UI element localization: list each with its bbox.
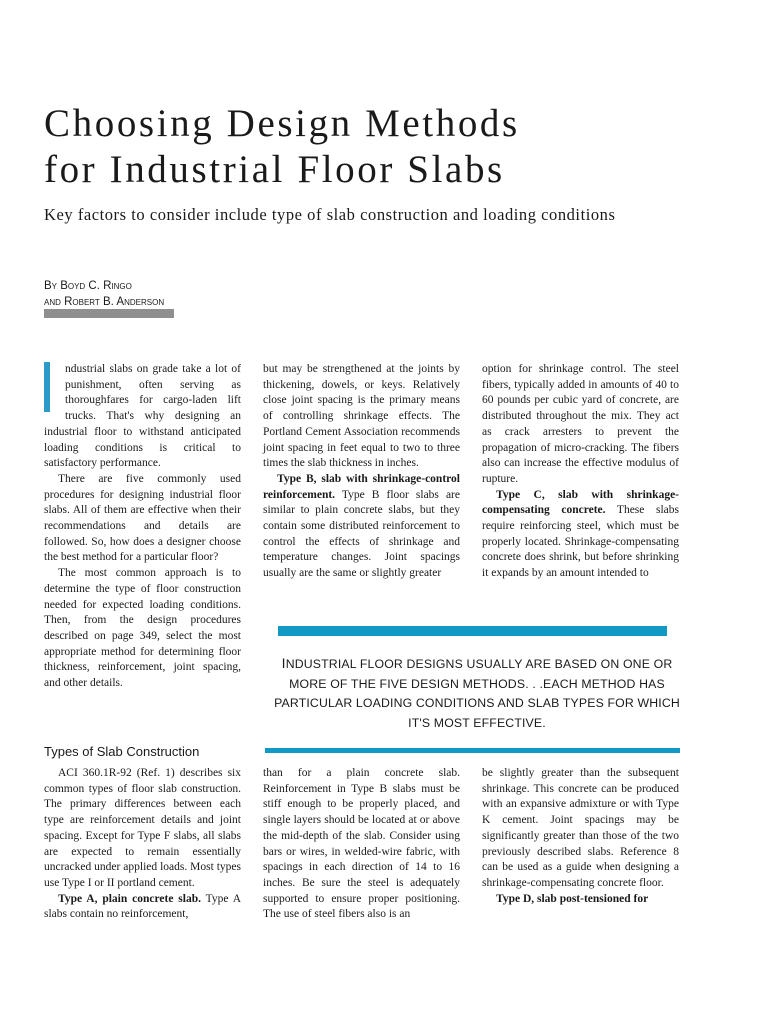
byline-author-1: By Boyd C. Ringo <box>44 280 132 292</box>
column-2-lower <box>263 766 460 923</box>
intro-paragraph-block <box>44 362 241 472</box>
paragraph: The most common approach is to determine the type of floor construction needed for expected loading conditions. Then, from the design procedures described on page 349, select the most appropriate method for determining floor thickness, reinforcement, joint spacing, and other details. <box>44 567 241 690</box>
section-heading: Types of Slab Construction <box>44 744 200 759</box>
column-3-upper <box>482 362 679 582</box>
paragraph: be slightly greater than the subsequent shrinkage. This concrete can be produced with an expansive admixture or with Type K cement. Joint spacings may be significantly greater than those of the two previously described slabs. Reference 8 can be used as a guide when designing a shrinkage-compensating concrete floor. <box>482 767 679 889</box>
byline-author-2: and Robert B. Anderson <box>44 296 165 308</box>
column-1-lower <box>44 744 241 923</box>
paragraph-type-a <box>44 892 241 923</box>
pull-quote <box>262 654 692 733</box>
paragraph: than for a plain concrete slab. Reinforcement in Type B slabs must be stiff enough to be properly placed, and single layers should be located at or above the mid-depth of the slab. Consider using bars or wires, in welded-wire fabric, with spacings in each direction of 14 to 16 inches. Be sure the steel is adequately supported to ensure proper positioning. The use of steel fibers also is an <box>263 767 460 921</box>
type-b-heading: Type B, slab with shrinkage-control reinforcement. <box>263 472 460 501</box>
column-1-upper <box>44 362 241 692</box>
type-c-heading: Type C, slab with shrinkage-compensating concrete. <box>482 488 679 517</box>
article-title-line-2: for Industrial Floor Slabs <box>44 148 505 191</box>
type-c-text: These slabs require reinforcing steel, which must be properly located. Shrinkage-compensating concrete does shrink, but before shrinking it expands by an amount intended to <box>482 504 679 580</box>
column-3-lower <box>482 766 679 907</box>
intro-paragraph: ndustrial slabs on grade take a lot of punishment, often serving as thoroughfares for cargo-laden lift trucks. That's why designing an industrial floor to withstand anticipated loading conditions is critical to satisfactory performance. <box>44 363 241 470</box>
paragraph: but may be strengthened at the joints by thickening, dowels, or keys. Relatively close joint spacing is the primary means of controlling shrinkage effects. The Portland Cement Association recommends joint spacing in feet equal to two to three times the slab thickness in inches. <box>263 363 460 470</box>
pull-quote-text: NDUSTRIAL FLOOR DESIGNS USUALLY ARE BASED ON ONE OR MORE OF THE FIVE DESIGN METHODS. . .EACH METHOD HAS PARTICULAR LOADING CONDITIONS AND SLAB TYPES FOR WHICH IT'S MOST EFFECTIVE. <box>274 657 680 730</box>
paragraph: option for shrinkage control. The steel fibers, typically added in amounts of 40 to 60 pounds per cubic yard of concrete, are distributed throughout the mix. They act as crack arresters to prevent the propagation of micro-cracking. The fibers also can increase the effective modulus of rupture. <box>482 363 679 485</box>
drop-cap-i <box>44 362 50 412</box>
pull-quote-initial: I <box>281 655 286 671</box>
type-a-text: Type A slabs contain no reinforcement, <box>44 892 241 921</box>
type-a-heading: Type A, plain concrete slab. <box>58 892 201 905</box>
article-subtitle: Key factors to consider include type of slab construction and loading conditions <box>44 205 616 224</box>
paragraph-type-c <box>482 488 679 582</box>
type-b-text: Type B floor slabs are similar to plain concrete slabs, but they contain some distributed reinforcement to control the effects of shrinkage and temperature changes. Joint spacings usually are the same or slightly greater <box>263 488 460 580</box>
paragraph: There are five commonly used procedures for designing industrial floor slabs. All of them are effective when their recommendations and details are followed. So, how does a designer choose the best method for a particular floor? <box>44 472 241 564</box>
type-d-heading: Type D, slab post-tensioned for <box>496 892 649 905</box>
paragraph: ACI 360.1R-92 (Ref. 1) describes six common types of floor slab construction. The primary differences between each type are reinforcement details and joint spacing. Except for Type F slabs, all slabs are expected to remain essentially uncracked under applied loads. Most types use Type I or II portland cement. <box>44 767 241 889</box>
article-title-line-1: Choosing Design Methods <box>44 102 520 145</box>
pull-quote-top-rule <box>278 626 667 636</box>
paragraph-type-d <box>482 892 679 908</box>
pull-quote-bottom-rule <box>265 748 680 753</box>
paragraph-type-b <box>263 472 460 582</box>
byline-rule <box>44 309 174 318</box>
column-2-upper <box>263 362 460 582</box>
